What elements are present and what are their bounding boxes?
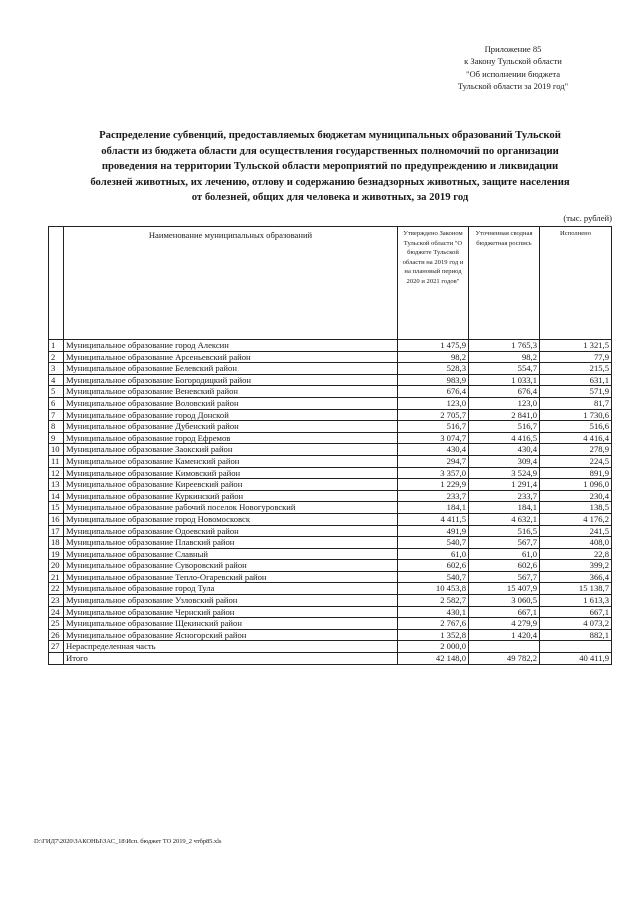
approved-value: 3 074,7 [398, 432, 469, 444]
table-row [49, 595, 612, 607]
approved-value: 491,9 [398, 525, 469, 537]
appendix-line: Приложение 85 [484, 44, 542, 54]
row-number: 24 [49, 606, 64, 618]
row-number: 20 [49, 560, 64, 572]
table-row [49, 397, 612, 409]
header-num-cell [49, 227, 64, 340]
municipality-name: Муниципальное образование Плавский район [64, 537, 398, 549]
executed-value [540, 641, 612, 653]
title-line: от болезней, общих для человека и животных, за 2019 год [191, 191, 469, 204]
refined-value: 1 291,4 [469, 479, 540, 491]
approved-value: 540,7 [398, 537, 469, 549]
municipality-name: Муниципальное образование город Новомосковск [64, 513, 398, 525]
municipality-name: Муниципальное образование город Ефремов [64, 432, 398, 444]
municipality-name: Муниципальное образование Суворовский район [64, 560, 398, 572]
approved-value: 2 767,6 [398, 618, 469, 630]
approved-value: 2 705,7 [398, 409, 469, 421]
row-number: 4 [49, 374, 64, 386]
approved-value: 602,6 [398, 560, 469, 572]
header-approved: Утверждено Законом Тульской области "О бюджете Тульской области на 2019 год и на плановый период 2020 и 2021 годов" [398, 227, 469, 340]
row-number: 18 [49, 537, 64, 549]
document-title [40, 128, 620, 206]
row-number: 5 [49, 386, 64, 398]
title-line: болезней животных, их лечению, отлову и содержанию безнадзорных животных, защите населения [90, 175, 570, 188]
approved-value: 540,7 [398, 571, 469, 583]
row-number: 8 [49, 421, 64, 433]
title-line: проведения на территории Тульской области мероприятий по предупреждению и ликвидации [101, 160, 559, 173]
approved-value: 294,7 [398, 455, 469, 467]
approved-value: 233,7 [398, 490, 469, 502]
executed-value: 1 096,0 [540, 479, 612, 491]
table-row [49, 444, 612, 456]
row-number: 17 [49, 525, 64, 537]
refined-value: 3 524,9 [469, 467, 540, 479]
approved-value: 1 352,8 [398, 629, 469, 641]
approved-value: 98,2 [398, 351, 469, 363]
refined-value: 602,6 [469, 560, 540, 572]
refined-value: 554,7 [469, 363, 540, 375]
refined-value: 184,1 [469, 502, 540, 514]
table-row [49, 386, 612, 398]
row-number: 1 [49, 340, 64, 352]
table-row [49, 571, 612, 583]
refined-value: 49 782,2 [469, 653, 540, 665]
row-number: 22 [49, 583, 64, 595]
refined-value: 4 279,9 [469, 618, 540, 630]
municipality-name: Муниципальное образование рабочий поселок Новогуровский [64, 502, 398, 514]
total-row [49, 653, 612, 665]
municipality-name: Муниципальное образование Славный [64, 548, 398, 560]
municipality-name: Муниципальное образование город Алексин [64, 340, 398, 352]
executed-value: 891,9 [540, 467, 612, 479]
file-path-footer: D:\ГИД7\2020\ЗАКОНЫ\ЗАС_18\Исп. бюджет ТО 2019_2 чтбр85.xls [34, 838, 222, 845]
table-row [49, 583, 612, 595]
row-number: 27 [49, 641, 64, 653]
executed-value: 77,9 [540, 351, 612, 363]
row-number: 16 [49, 513, 64, 525]
executed-value: 1 613,3 [540, 595, 612, 607]
executed-value: 571,9 [540, 386, 612, 398]
row-number: 15 [49, 502, 64, 514]
title-line: Распределение субвенций, предоставляемых бюджетам муниципальных образований Тульской [99, 129, 561, 141]
refined-value: 98,2 [469, 351, 540, 363]
row-number: 25 [49, 618, 64, 630]
refined-value: 1 033,1 [469, 374, 540, 386]
refined-value: 15 407,9 [469, 583, 540, 595]
table-row [49, 502, 612, 514]
refined-value: 667,1 [469, 606, 540, 618]
approved-value: 61,0 [398, 548, 469, 560]
table-row [49, 374, 612, 386]
approved-value: 983,9 [398, 374, 469, 386]
approved-value: 3 357,0 [398, 467, 469, 479]
approved-value: 2 000,0 [398, 641, 469, 653]
municipality-name: Нераспределенная часть [64, 641, 398, 653]
header-executed: Исполнено [540, 227, 612, 340]
table-row [49, 618, 612, 630]
executed-value: 4 073,2 [540, 618, 612, 630]
executed-value: 40 411,9 [540, 653, 612, 665]
table-row [49, 629, 612, 641]
refined-value: 309,4 [469, 455, 540, 467]
table-row [49, 525, 612, 537]
executed-value: 408,0 [540, 537, 612, 549]
refined-value: 1 420,4 [469, 629, 540, 641]
table-row [49, 606, 612, 618]
refined-value: 1 765,3 [469, 340, 540, 352]
row-number: 21 [49, 571, 64, 583]
municipality-name: Муниципальное образование Богородицкий район [64, 374, 398, 386]
executed-value: 366,4 [540, 571, 612, 583]
table-row [49, 363, 612, 375]
table-row [49, 641, 612, 653]
row-number: 26 [49, 629, 64, 641]
municipality-name: Муниципальное образование Заокский район [64, 444, 398, 456]
row-number: 14 [49, 490, 64, 502]
municipality-name: Муниципальное образование Одоевский район [64, 525, 398, 537]
executed-value: 15 138,7 [540, 583, 612, 595]
refined-value: 123,0 [469, 397, 540, 409]
approved-value: 528,3 [398, 363, 469, 375]
table-row [49, 455, 612, 467]
subsidy-table [48, 226, 612, 665]
approved-value: 184,1 [398, 502, 469, 514]
refined-value: 430,4 [469, 444, 540, 456]
executed-value: 230,4 [540, 490, 612, 502]
municipality-name: Муниципальное образование Ясногорский район [64, 629, 398, 641]
executed-value: 4 416,4 [540, 432, 612, 444]
municipality-name: Муниципальное образование Чернский район [64, 606, 398, 618]
approved-value: 430,4 [398, 444, 469, 456]
refined-value: 676,4 [469, 386, 540, 398]
title-line: области из бюджета области для осуществления государственных полномочий по организации [101, 144, 559, 157]
refined-value: 4 416,5 [469, 432, 540, 444]
refined-value: 3 060,5 [469, 595, 540, 607]
approved-value: 2 582,7 [398, 595, 469, 607]
approved-value: 1 475,9 [398, 340, 469, 352]
approved-value: 676,4 [398, 386, 469, 398]
municipality-name: Муниципальное образование Кимовский район [64, 467, 398, 479]
row-number: 9 [49, 432, 64, 444]
refined-value: 516,7 [469, 421, 540, 433]
executed-value: 241,5 [540, 525, 612, 537]
municipality-name: Итого [64, 653, 398, 665]
units-label: (тыс. рублей) [563, 213, 612, 223]
executed-value: 81,7 [540, 397, 612, 409]
municipality-name: Муниципальное образование Куркинский район [64, 490, 398, 502]
municipality-name: Муниципальное образование Узловский район [64, 595, 398, 607]
table-row [49, 340, 612, 352]
municipality-name: Муниципальное образование Дубенский район [64, 421, 398, 433]
executed-value: 138,5 [540, 502, 612, 514]
executed-value: 882,1 [540, 629, 612, 641]
municipality-name: Муниципальное образование Тепло-Огаревский район [64, 571, 398, 583]
executed-value: 399,2 [540, 560, 612, 572]
municipality-name: Муниципальное образование Каменский район [64, 455, 398, 467]
refined-value: 4 632,1 [469, 513, 540, 525]
executed-value: 667,1 [540, 606, 612, 618]
table-row [49, 548, 612, 560]
header-refined: Уточненная сводная бюджетная роспись [469, 227, 540, 340]
refined-value [469, 641, 540, 653]
row-number: 12 [49, 467, 64, 479]
approved-value: 42 148,0 [398, 653, 469, 665]
refined-value: 233,7 [469, 490, 540, 502]
row-number [49, 653, 64, 665]
executed-value: 516,6 [540, 421, 612, 433]
row-number: 13 [49, 479, 64, 491]
row-number: 11 [49, 455, 64, 467]
municipality-name: Муниципальное образование Веневский район [64, 386, 398, 398]
row-number: 3 [49, 363, 64, 375]
table-row [49, 537, 612, 549]
refined-value: 567,7 [469, 571, 540, 583]
row-number: 2 [49, 351, 64, 363]
row-number: 23 [49, 595, 64, 607]
executed-value: 278,9 [540, 444, 612, 456]
municipality-name: Муниципальное образование город Тула [64, 583, 398, 595]
appendix-line: к Закону Тульской области [464, 56, 562, 67]
municipality-name: Муниципальное образование Арсеньевский район [64, 351, 398, 363]
municipality-name: Муниципальное образование Щекинский район [64, 618, 398, 630]
appendix-line: Тульской области за 2019 год" [457, 81, 569, 92]
approved-value: 4 411,5 [398, 513, 469, 525]
executed-value: 22,8 [540, 548, 612, 560]
municipality-name: Муниципальное образование город Донской [64, 409, 398, 421]
executed-value: 224,5 [540, 455, 612, 467]
appendix-line: "Об исполнении бюджета [465, 68, 561, 79]
row-number: 6 [49, 397, 64, 409]
row-number: 7 [49, 409, 64, 421]
table-row [49, 467, 612, 479]
table-header-row [49, 227, 612, 340]
approved-value: 123,0 [398, 397, 469, 409]
approved-value: 1 229,9 [398, 479, 469, 491]
appendix-block [408, 43, 618, 93]
executed-value: 1 730,6 [540, 409, 612, 421]
table-row [49, 351, 612, 363]
executed-value: 4 176,2 [540, 513, 612, 525]
executed-value: 631,1 [540, 374, 612, 386]
table-row [49, 432, 612, 444]
row-number: 19 [49, 548, 64, 560]
header-name: Наименование муниципальных образований [64, 227, 398, 340]
refined-value: 61,0 [469, 548, 540, 560]
table-row [49, 421, 612, 433]
refined-value: 2 841,0 [469, 409, 540, 421]
executed-value: 215,5 [540, 363, 612, 375]
municipality-name: Муниципальное образование Киреевский район [64, 479, 398, 491]
table-row [49, 409, 612, 421]
table-row [49, 513, 612, 525]
approved-value: 516,7 [398, 421, 469, 433]
refined-value: 516,5 [469, 525, 540, 537]
row-number: 10 [49, 444, 64, 456]
table-row [49, 479, 612, 491]
approved-value: 430,1 [398, 606, 469, 618]
refined-value: 567,7 [469, 537, 540, 549]
municipality-name: Муниципальное образование Воловский район [64, 397, 398, 409]
approved-value: 10 453,8 [398, 583, 469, 595]
municipality-name: Муниципальное образование Белевский район [64, 363, 398, 375]
executed-value: 1 321,5 [540, 340, 612, 352]
table-row [49, 490, 612, 502]
table-row [49, 560, 612, 572]
